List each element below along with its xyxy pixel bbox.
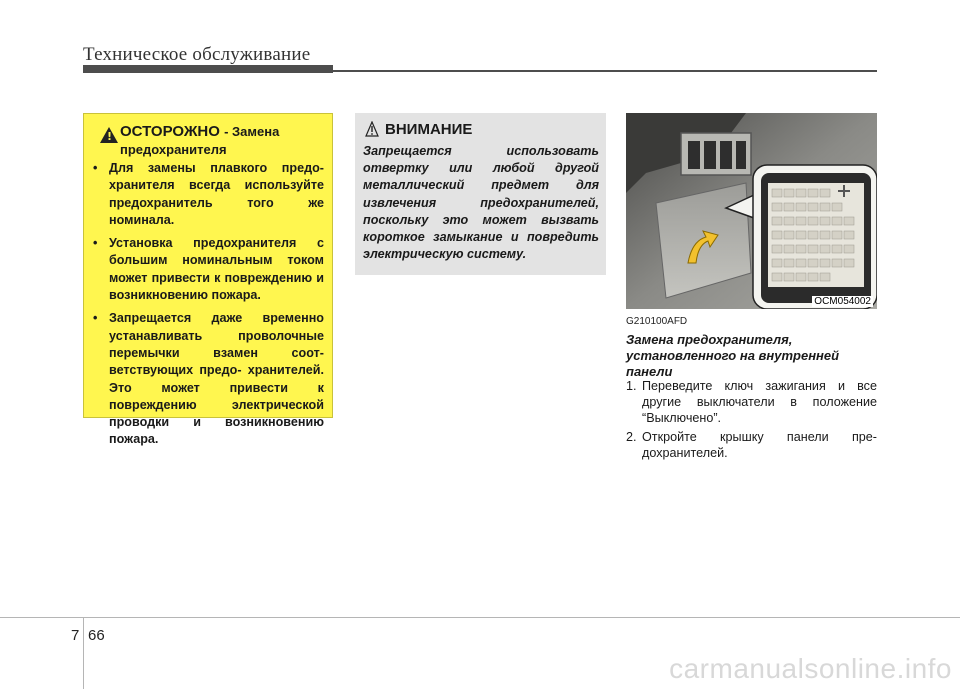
- step-item: [626, 429, 877, 461]
- caution-item: • Для замены плавкого предо- хранителя всегда используйте предохранитель того же номинала.: [92, 160, 324, 229]
- caution-item: • Установка предохранителя с большим номинальным током может привести к повреждению и возникновению пожара.: [92, 235, 324, 304]
- header-bar-thin: [333, 70, 877, 72]
- section-title: Замена предохранителя, установленного на внутренней панели: [626, 332, 840, 379]
- section-code: G210100AFD: [626, 316, 688, 327]
- caution-title: ОСТОРОЖНО - Замена: [120, 123, 280, 140]
- fuse-panel-illustration: [626, 113, 877, 309]
- watermark: carmanualsonline.info: [669, 653, 952, 684]
- attention-text: Запрещается использовать отвертку или любой другой металлический предмет для извлечения предохранителей, поскольку это может вызвать короткое замыкание и повредить электрическую систему.: [363, 144, 599, 262]
- page-number: 66: [88, 627, 105, 644]
- step-number: 2.: [626, 430, 637, 444]
- warning-triangle-icon: [365, 121, 379, 137]
- step-text: Откройте крышку панели пре- дохранителей.: [642, 430, 877, 460]
- steps-list: [626, 378, 877, 464]
- page-header-title: Техническое обслуживание: [83, 44, 311, 65]
- chapter-number: 7: [71, 627, 80, 644]
- caution-subtitle-2: предохранителя: [120, 142, 227, 157]
- photo-code-label: OCM054002: [814, 296, 871, 307]
- footer-rule: [0, 617, 960, 618]
- step-number: 1.: [626, 379, 637, 393]
- fuse-panel-photo: [626, 113, 877, 309]
- attention-box: [355, 113, 606, 275]
- footer-vertical-rule: [83, 618, 84, 689]
- step-item: [626, 378, 877, 426]
- caution-box: [83, 113, 333, 447]
- caution-item: • Запрещается даже временно устанавливать проволочные перемычки взамен соот- ветствующих предо- хранителей. Это может привести к повреждению электрической проводки и возникновению пожара.: [92, 310, 324, 448]
- step-text: Переведите ключ зажигания и все другие выключатели в положение “Выключено”.: [642, 379, 877, 425]
- attention-title: ВНИМАНИЕ: [385, 121, 473, 138]
- header-bar-thick: [83, 65, 333, 73]
- caution-subtitle-1: - Замена: [224, 124, 280, 139]
- caution-list: [92, 160, 324, 455]
- warning-triangle-icon: [100, 127, 118, 143]
